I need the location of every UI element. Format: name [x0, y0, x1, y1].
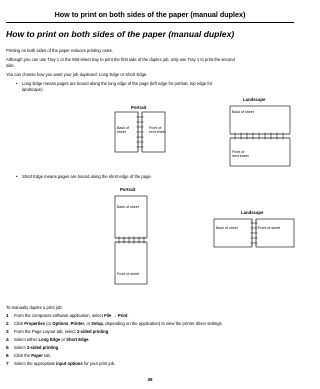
step-text: Select either	[14, 337, 39, 342]
option-setup: Setup	[91, 321, 103, 326]
step-text: Select	[14, 345, 27, 350]
intro-paragraph-2-line-2: side.	[6, 62, 15, 68]
option-options: Options	[52, 321, 69, 326]
option-2-sided-printing: 2-sided printing	[76, 329, 109, 334]
bullet-dot: •	[16, 81, 18, 86]
step-text: From the computers software application, select	[14, 313, 105, 318]
step-number: 3	[6, 330, 9, 335]
step-text: From the Page Layout tab, select	[14, 329, 77, 334]
short-portrait-back-label: Back of sheet	[117, 205, 139, 209]
step-number: 7	[6, 362, 9, 367]
long-landscape-front-label: Front of next sheet	[232, 150, 249, 159]
short-landscape-back-label: Back of sheet	[216, 226, 238, 230]
long-portrait-back-label: Back of sheet	[117, 126, 129, 135]
short-landscape-front-label: Front of sheet	[258, 226, 281, 230]
long-portrait-front-label: Front of next sheet	[149, 126, 166, 135]
step-text: tab.	[42, 353, 52, 358]
step-text: (or	[44, 321, 53, 326]
step-2	[6, 321, 223, 327]
step-text: or	[60, 337, 67, 342]
step-7	[6, 361, 115, 367]
short-portrait-front-label: Front of sheet	[117, 272, 140, 276]
short-portrait-front-sheet	[115, 242, 147, 284]
bullet-long-edge-line-2: landscape).	[22, 86, 44, 92]
long-landscape-back-label: Back of sheet	[232, 110, 254, 114]
step-3	[6, 329, 109, 335]
bullet-short-edge	[16, 174, 288, 180]
step-number: 6	[6, 354, 9, 359]
step-text: .	[127, 313, 129, 318]
long-portrait-label: Portrait	[131, 105, 147, 110]
step-6	[6, 353, 51, 359]
step-text: for your print job.	[82, 361, 116, 366]
option-printer: Printer	[70, 321, 85, 326]
step-text: .	[108, 329, 110, 334]
step-text: Select the appropriate	[14, 361, 57, 366]
long-landscape-label: Landscape	[243, 97, 266, 102]
bullet-long-edge-line-1: Long Edge means pages are bound along the long edge of the page (left edge for portrait, top edge for	[22, 81, 213, 86]
option-2-sided-printing: 2-sided printing	[26, 345, 59, 350]
step-number: 2	[6, 322, 9, 327]
step-number: 5	[6, 346, 9, 351]
step-text: , or	[84, 321, 92, 326]
page-number: 39	[147, 377, 153, 382]
tab-paper: Paper	[31, 353, 43, 358]
step-text: .	[88, 337, 90, 342]
option-long-edge: Long Edge	[38, 337, 61, 342]
page-header-title: How to print on both sides of the paper (manual duplex)	[54, 10, 246, 19]
steps-intro: To manually duplex a print job:	[6, 305, 63, 310]
step-text: ,	[68, 321, 71, 326]
option-short-edge: Short Edge	[66, 337, 89, 342]
arrow-icon: →	[111, 313, 118, 318]
intro-paragraph-2-line-1: Although you can use Tray 1 or the 550-sheet tray to print the first side of the duplex job, only use Tray 1 to print the second	[6, 57, 235, 62]
step-number: 4	[6, 338, 9, 343]
step-text: Click	[14, 321, 25, 326]
intro-paragraph-3: You can choose how you want your job duplexed: Long Edge or Short Edge.	[6, 72, 148, 77]
menu-file: File	[104, 313, 112, 318]
step-text: , depending on the application) to view the printer driver settings.	[102, 321, 223, 326]
menu-print: Print	[117, 313, 128, 318]
short-landscape-label: Landscape	[241, 210, 264, 215]
short-landscape-front-sheet	[256, 219, 294, 247]
bullet-dot: •	[16, 174, 18, 179]
short-portrait-back-sheet	[115, 196, 147, 238]
option-properties: Properties	[24, 321, 45, 326]
step-5	[6, 345, 59, 351]
step-text: Click the	[14, 353, 32, 358]
section-title: How to print on both sides of the paper (manual duplex)	[6, 29, 235, 39]
short-landscape-back-sheet	[214, 219, 252, 247]
step-number: 1	[6, 314, 9, 319]
bullet-short-edge-text: Short Edge means pages are bound along the short edge of the page.	[22, 174, 152, 179]
step-1	[6, 313, 129, 319]
step-4	[6, 337, 90, 343]
intro-paragraph-1: Printing on both sides of the paper reduces printing costs.	[6, 48, 113, 53]
step-text: .	[58, 345, 60, 350]
short-portrait-label: Portrait	[120, 187, 136, 192]
option-input-options: input options	[56, 361, 83, 366]
